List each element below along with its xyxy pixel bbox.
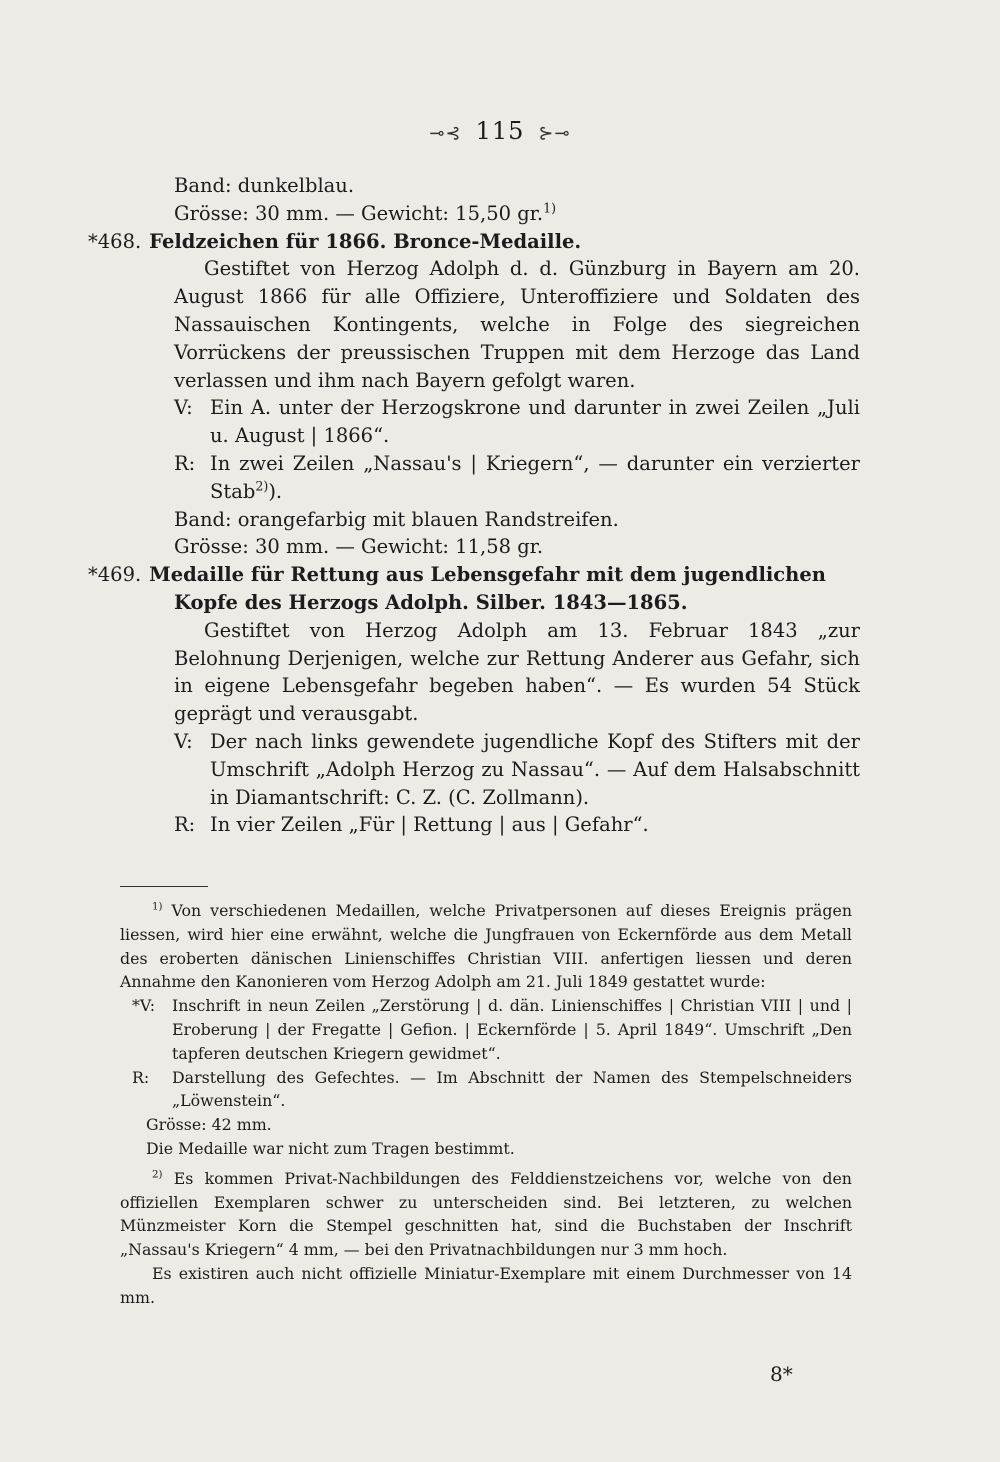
page-number: 115 [475, 117, 525, 145]
entry-number: *468. [88, 229, 142, 253]
footnote-ref-1: 1) [543, 200, 557, 216]
entry-468-reverse: R: In zwei Zeilen „Nassau's | Kriegern“, — darunter ein verzierter Stab$^{2)}$). [174, 451, 860, 503]
footnote-ref-2: 2) [255, 478, 269, 494]
signature-mark: 8* [770, 1362, 793, 1386]
footnote-1-obverse: *V: Inschrift in neun Zeilen „Zerstörung | d. dän. Linienschiffes | Christian VIII | und | Eroberung | der Fregatte | Gefion. | Eckernförde | 5. April 1849“. Umschrift „Den tapferen deutschen Kriegern gewidmet“. [132, 996, 852, 1063]
entry-title: Feldzeichen für 1866. Bronce-Medaille. [149, 229, 582, 253]
ornament-left-icon: ⊸⊰ [429, 123, 462, 144]
footnote-2: $^{2)}$ Es kommen Privat-Nachbildungen des Felddienstzeichens vor, welche von den offiziellen Exemplaren schwer zu unterscheiden sind. Bei letzteren, zu welchen Münzmeister Korn die Stempel geschnitten hat, sind die Buchstaben der Inschrift „Nassau's Kriegern“ 4 mm, — bei den Privatnachbildungen nur 3 mm hoch. [120, 1168, 852, 1260]
footnote-2-extra: Es existiren auch nicht offizielle Miniatur-Exemplare mit einem Durchmesser von 14 mm. [120, 1263, 852, 1307]
entry-468-heading [88, 228, 860, 256]
entry-469-heading [88, 561, 860, 589]
main-text [88, 172, 860, 839]
band-line: Band: dunkelblau. [174, 174, 355, 197]
entry-468-text: Gestiftet von Herzog Adolph d. d. Günzburg in Bayern am 20. August 1866 für alle Offiziere, Unteroffiziere und Soldaten des Nassauischen Kontingents, welche in Folge des siegreichen Vorrückens der preussischen Truppen mit dem Herzoge das Land verlassen und ihm nach Bayern gefolgt waren. [174, 257, 860, 392]
ornament-right-icon: ⊱⊸ [538, 123, 571, 144]
entry-468-groesse: Grösse: 30 mm. — Gewicht: 11,58 gr. [174, 535, 544, 559]
entry-number: *469. [88, 563, 142, 587]
footnote-1-reverse: R: Darstellung des Gefechtes. — Im Abschnitt der Namen des Stempelschneiders „Löwenstein“. [132, 1067, 852, 1111]
footnotes [120, 899, 852, 1310]
entry-469-obverse: V: Der nach links gewendete jugendliche Kopf des Stifters mit der Umschrift „Adolph Herzog zu Nassau“. — Auf dem Halsabschnitt in Diamantschrift: C. Z. (C. Zollmann). [174, 729, 860, 809]
footnote-1-groesse: Grösse: 42 mm. [146, 1115, 272, 1135]
entry-469-text: Gestiftet von Herzog Adolph am 13. Februar 1843 „zur Belohnung Derjenigen, welche zur Rettung Anderer aus Gefahr, sich in eigene Lebensgefahr begeben haben“. — Es wurden 54 Stück geprägt und verausgabt. [174, 618, 860, 726]
entry-469-heading-cont: Kopfe des Herzogs Adolph. Silber. 1843—1865. [174, 590, 688, 614]
entry-468-obverse: V: Ein A. unter der Herzogskrone und darunter in zwei Zeilen „Juli u. August | 1866“. [174, 396, 860, 448]
page-header [0, 117, 1000, 145]
entry-468-band: Band: orangefarbig mit blauen Randstreifen. [174, 507, 619, 531]
entry-469-reverse: R: In vier Zeilen „Für | Rettung | aus | Gefahr“. [174, 813, 649, 837]
footnote-divider [120, 886, 208, 887]
groesse-line: Grösse: 30 mm. — Gewicht: 15,50 gr.$^{1)}$ [174, 200, 557, 225]
footnote-1-note: Die Medaille war nicht zum Tragen bestimmt. [146, 1138, 515, 1158]
entry-title: Medaille für Rettung aus Lebensgefahr mit dem jugendlichen [149, 563, 826, 587]
footnote-1: $^{1)}$ Von verschiedenen Medaillen, welche Privatpersonen auf dieses Ereignis prägen liessen, wird hier eine erwähnt, welche die Jungfrauen von Eckernförde aus dem Metall des eroberten dänischen Linienschiffes Christian VIII. anfertigen liessen und deren Annahme den Kanonieren vom Herzog Adolph am 21. Juli 1849 gestattet wurde: [120, 900, 852, 992]
